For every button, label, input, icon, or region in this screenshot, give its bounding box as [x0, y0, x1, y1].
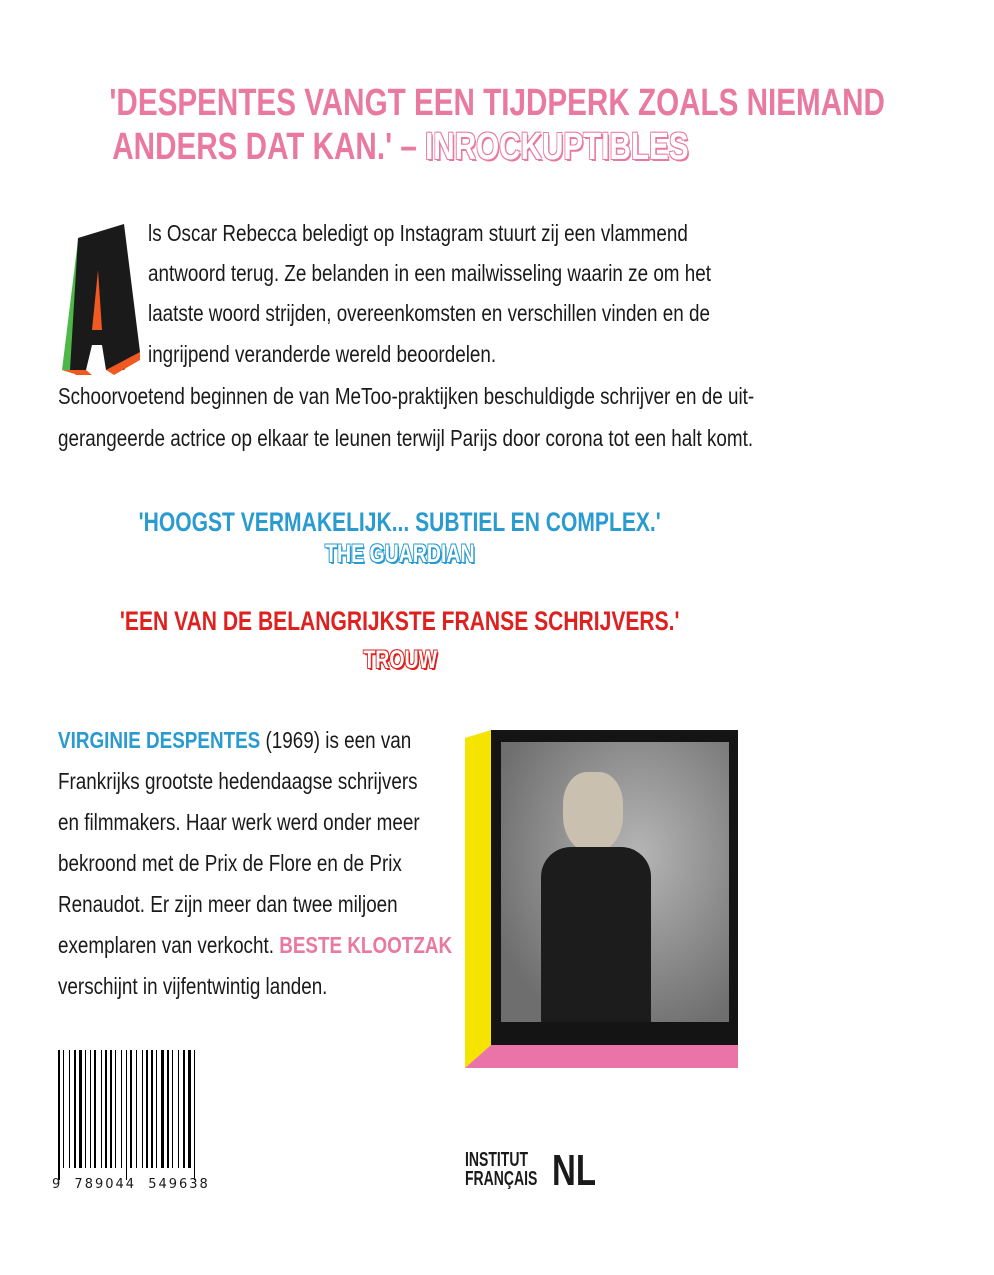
quote-1-source: INROCKUPTIBLES [424, 126, 689, 168]
barcode-digit-first: 9 [52, 1177, 63, 1192]
blurb-line: ingrijpend veranderde wereld beoordelen. [148, 341, 497, 367]
book-back-cover: 'DESPENTES VANGT EEN TIJDPERK ZOALS NIEMAND ANDERS DAT KAN.' – INROCKUPTIBLES A ls Oscar Rebecca beledigt op Instagram stuurt zij een vlammend antwoord terug. Ze belanden in een mailwisseling waarin ze om het laatste woord strijden, overeenkomsten en verschillen vinden en de ingrijpend veranderde wereld beoordelen. Schoorvoetend beginnen de van MeToo-praktijken beschuldigde schrijver en de uit- gerangeerde actrice op elkaar te leunen terwijl Parijs door corona tot een halt komt. 'HOOGST VERMAKELIJK... SUBTIEL EN COMPLEX.' THE GUARDIAN 'EEN VAN DE BELANGRIJKSTE FRANSE SCHRIJVERS.' TROUW VIRGINIE DESPENTES (1969) is een van Frankrijks grootste hedendaagse schrijvers en filmmakers. Haar werk werd onder meer bekroond met de Prix de Flore en de Prix Renaudot. Er zijn meer dan twee miljoen exemplaren van verkocht. BESTE KLOOTZAK verschijnt in vijfentwintig landen. 9 789044 549638 INSTITUT FRANÇAIS NL [0, 0, 800, 1275]
bio-line: VIRGINIE DESPENTES (1969) is een van [58, 727, 412, 753]
bio-line: exemplaren van verkocht. BESTE KLOOTZAK [58, 932, 453, 958]
quote-2: 'HOOGST VERMAKELIJK... SUBTIEL EN COMPLEX.' [138, 507, 662, 537]
barcode-group-2: 549638 [148, 1177, 210, 1192]
dropcap-a [56, 220, 146, 375]
author-name: VIRGINIE DESPENTES [58, 727, 261, 753]
author-photo-frame [465, 730, 738, 1068]
blurb-line: laatste woord strijden, overeenkomsten en verschillen vinden en de [148, 300, 710, 326]
bio-line: Renaudot. Er zijn meer dan twee miljoen [58, 891, 398, 917]
bio-line: verschijnt in vijfentwintig landen. [58, 973, 328, 999]
barcode [52, 1050, 210, 1195]
author-photo [501, 742, 729, 1022]
barcode-bars [56, 1050, 201, 1180]
quote-3-source: TROUW [363, 646, 437, 674]
blurb-line: ls Oscar Rebecca beledigt op Instagram stuurt zij een vlammend [148, 220, 688, 246]
bio-line: en filmmakers. Haar werk werd onder meer [58, 809, 420, 835]
quote-1-line-1: 'DESPENTES VANGT EEN TIJDPERK ZOALS NIEMAND [109, 82, 885, 124]
bio-line: bekroond met de Prix de Flore en de Prix [58, 850, 402, 876]
blurb-line: gerangeerde actrice op elkaar te leunen terwijl Parijs door corona tot een halt komt. [58, 425, 754, 451]
quote-3: 'EEN VAN DE BELANGRIJKSTE FRANSE SCHRIJVERS.' [120, 606, 680, 636]
quote-2-source: THE GUARDIAN [325, 540, 475, 568]
bio-line: Frankrijks grootste hedendaagse schrijvers [58, 768, 418, 794]
svg-text:A: A [56, 220, 57, 221]
barcode-group-1: 789044 [74, 1177, 137, 1192]
book-title: BESTE KLOOTZAK [279, 932, 453, 958]
quote-1-line-2: ANDERS DAT KAN.' – INROCKUPTIBLES [111, 126, 689, 168]
blurb-line: antwoord terug. Ze belanden in een mailwisseling waarin ze om het [148, 260, 711, 286]
blurb-line: Schoorvoetend beginnen de van MeToo-praktijken beschuldigde schrijver en de uit- [58, 383, 755, 409]
